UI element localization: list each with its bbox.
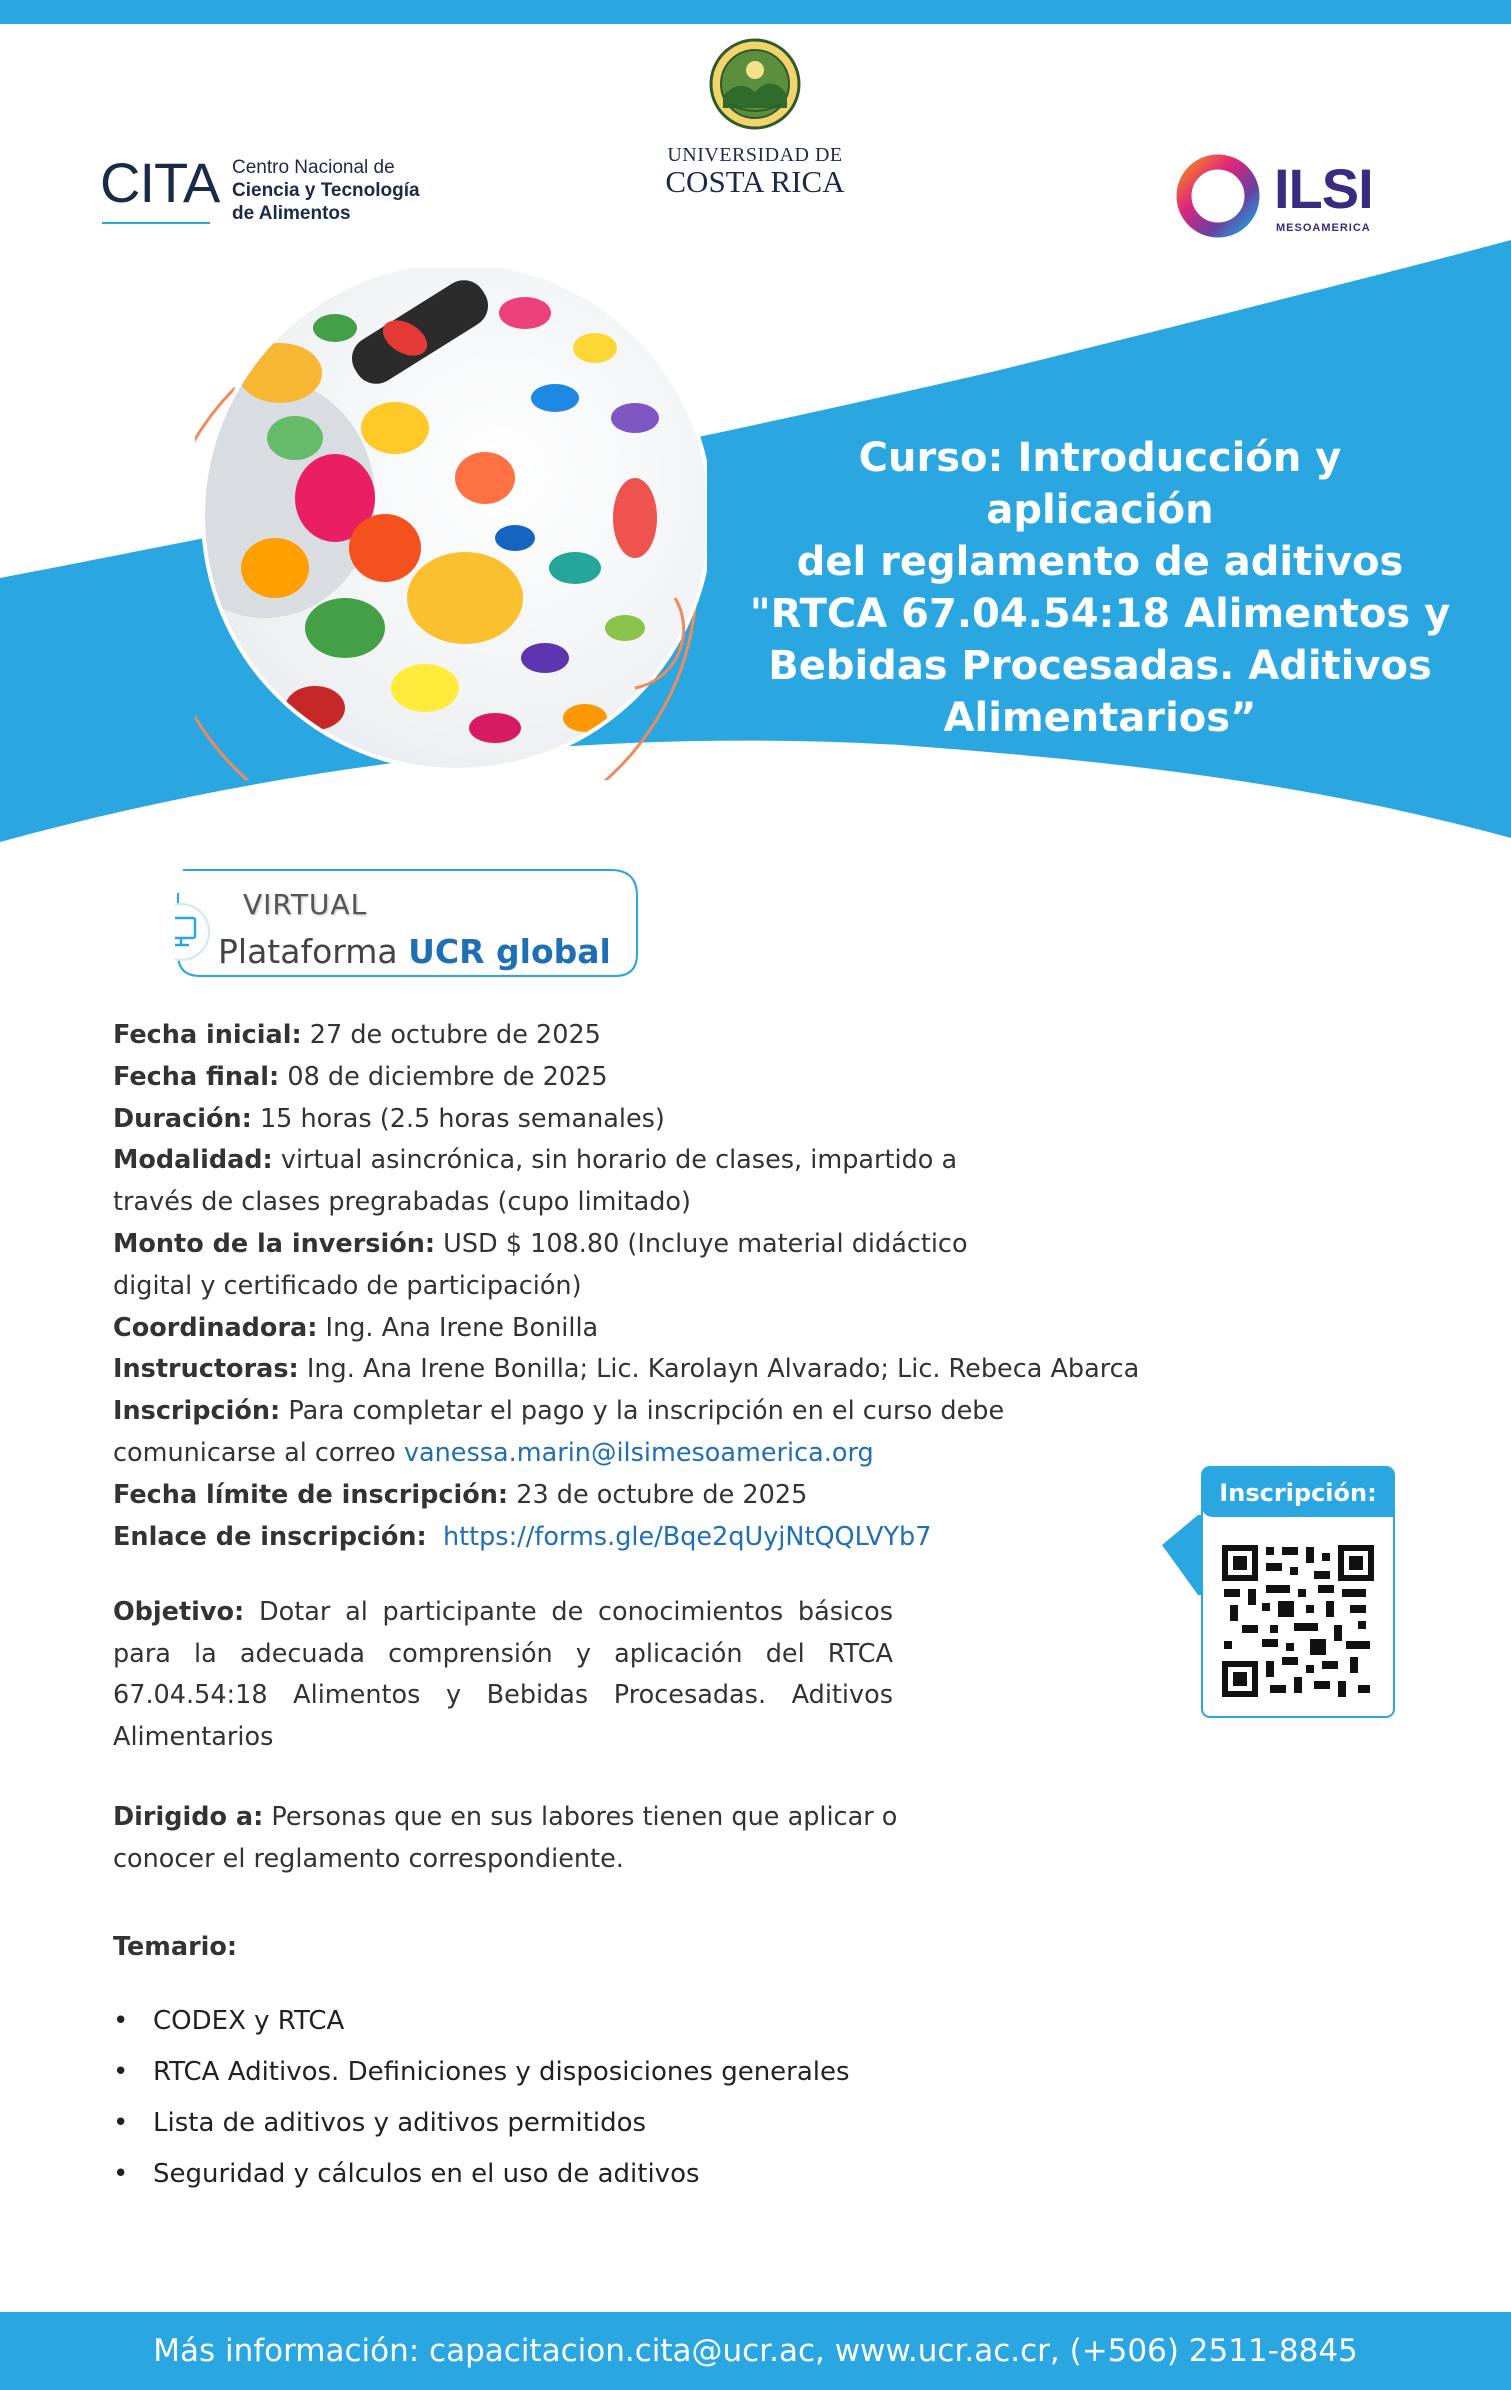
bullet-icon: • [113,2159,129,2189]
ucr-logo [655,38,855,197]
list-item: • RTCA Aditivos. Definiciones y disposiciones generales [113,2047,850,2098]
syllabus-list [113,1996,850,2200]
platform-mode: VIRTUAL [243,888,368,921]
list-item: • Seguridad y cálculos en el uso de aditivos [113,2149,850,2200]
detail-modality: Modalidad: virtual asincrónica, sin horario de clases, impartido a [113,1145,958,1176]
detail-duration: Duración: 15 horas (2.5 horas semanales) [113,1103,665,1134]
detail-registration-link: Enlace de inscripción: https://forms.gle/Bqe2qUyjNtQQLVYb7 [113,1521,932,1552]
course-title-line-1: Curso: Introducción y aplicación [858,435,1342,533]
detail-registration-cont: comunicarse al correo vanessa.marin@ilsimesoamerica.org [113,1437,874,1468]
objective-label: Objetivo: [113,1597,245,1627]
detail-cost: Monto de la inversión: USD $ 108.80 (Incluye material didáctico [113,1228,968,1259]
ilsi-subtitle: MESOAMERICA [1276,222,1371,234]
course-title [740,432,1460,744]
detail-registration: Inscripción: Para completar el pago y la inscripción en el curso debe [113,1396,1005,1427]
platform-prefix: Plataforma [218,932,398,971]
objective-text: Dotar al participante de conocimientos básicos para la adecuada comprensión y aplicación del RTCA 67.04.54:18 Alimentos y Bebidas Procesadas. Aditivos Alimentarios [113,1597,893,1752]
qr-label: Inscripción: [1219,1479,1377,1507]
bullet-icon: • [113,2006,129,2036]
course-title-line-4: Bebidas Procesadas. Aditivos [768,643,1432,689]
footer-contact-bar [0,2312,1511,2390]
audience-label: Dirigido a: [113,1802,264,1832]
cita-line-3: de Alimentos [232,203,351,224]
detail-instructors: Instructoras: Ing. Ana Irene Bonilla; Lic. Karolayn Alvarado; Lic. Rebeca Abarca [113,1354,1140,1385]
detail-coordinator: Coordinadora: Ing. Ana Irene Bonilla [113,1312,599,1343]
course-title-line-2: del reglamento de aditivos [796,539,1404,585]
audience-paragraph [113,1797,903,1880]
platform-name [218,932,611,971]
cita-line-1: Centro Nacional de [232,157,395,178]
ucr-seal-icon [709,38,801,130]
cita-line-2: Ciencia y Tecnología [232,180,420,201]
contact-email-link[interactable]: vanessa.marin@ilsimesoamerica.org [403,1437,874,1468]
detail-cost-cont: digital y certificado de participación) [113,1270,582,1301]
platform-brand: UCR global [408,932,611,971]
ilsi-wordmark: ILSI [1274,157,1373,220]
audience-text: Personas que en sus labores tienen que aplicar o conocer el reglamento correspondiente. [113,1802,898,1874]
list-item: • Lista de aditivos y aditivos permitidos [113,2098,850,2149]
candy-photo [195,268,707,780]
course-title-line-5: Alimentarios” [943,695,1257,741]
course-details [113,1015,1173,1558]
list-item: • CODEX y RTCA [113,1996,850,2047]
ucr-name-line-1: UNIVERSIDAD DE [667,144,843,166]
detail-deadline: Fecha límite de inscripción: 23 de octubre de 2025 [113,1479,808,1510]
qr-card [1162,1465,1402,1721]
ucr-name-line-2: COSTA RICA [665,164,845,199]
bullet-icon: • [113,2057,129,2087]
objective-paragraph [113,1592,893,1758]
cita-underline [102,222,210,224]
footer-contact-text: Más información: capacitacion.cita@ucr.ac, www.ucr.ac.cr, (+506) 2511-8845 [153,2333,1358,2369]
detail-modality-cont: través de clases pregrabadas (cupo limitado) [113,1187,691,1218]
registration-form-link[interactable]: https://forms.gle/Bqe2qUyjNtQQLVYb7 [442,1521,932,1552]
course-title-line-3: "RTCA 67.04.54:18 Alimentos y [749,591,1451,637]
ilsi-ring-icon [1172,150,1264,242]
qr-code-icon[interactable] [1222,1545,1374,1697]
bullet-icon: • [113,2108,129,2138]
detail-start-date: Fecha inicial: 27 de octubre de 2025 [113,1020,601,1050]
syllabus-heading: Temario: [113,1932,238,1962]
cita-wordmark: CITA [100,151,220,214]
detail-end-date: Fecha final: 08 de diciembre de 2025 [113,1061,608,1092]
cita-fullname [232,156,472,225]
